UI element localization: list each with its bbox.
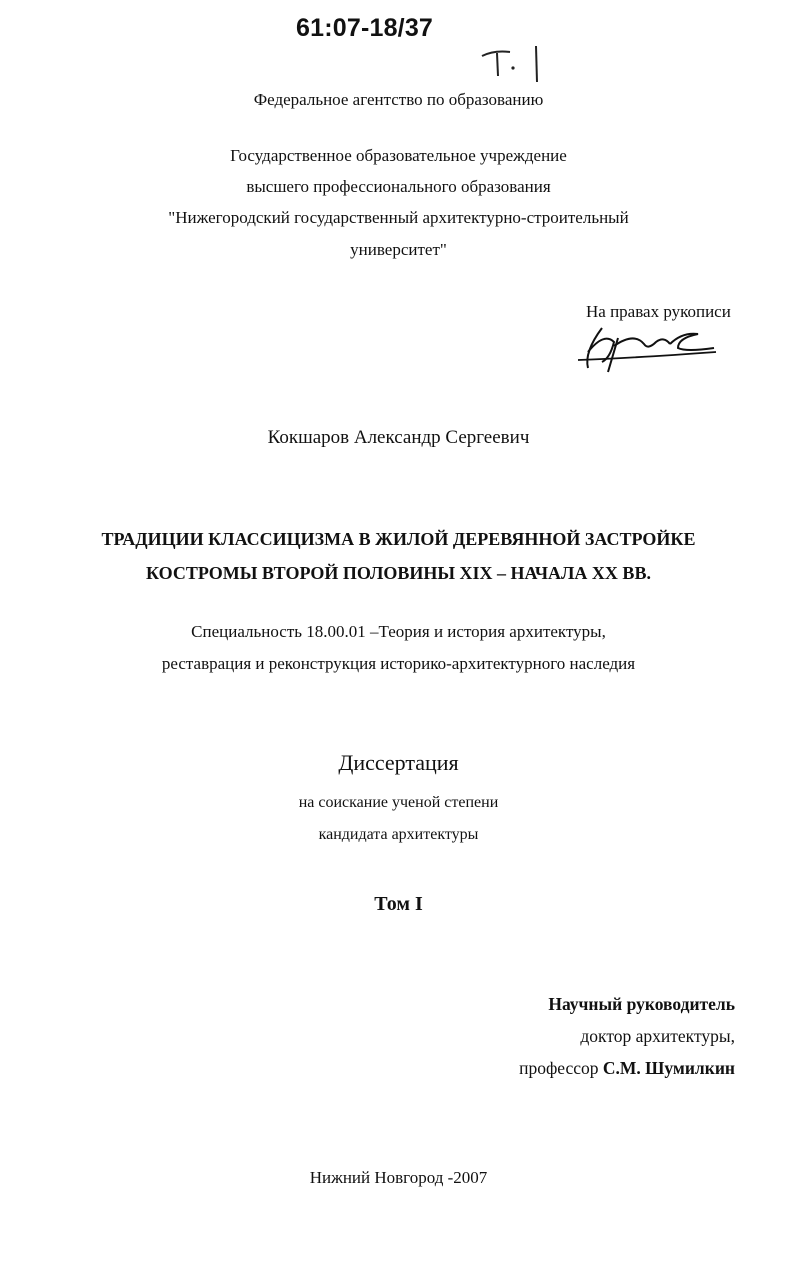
dissertation-title-line-2: КОСТРОМЫ ВТОРОЙ ПОЛОВИНЫ XIX – НАЧАЛА XX ВВ.	[146, 563, 651, 583]
supervisor-title: профессор	[519, 1058, 599, 1078]
city-year: Нижний Новгород -2007	[309, 1168, 488, 1187]
supervisor-block	[519, 988, 735, 1084]
supervisor-heading: Научный руководитель	[548, 994, 735, 1014]
work-type: Диссертация	[338, 750, 459, 775]
author-name: Кокшаров Александр Сергеевич	[267, 427, 530, 448]
degree-line-2: кандидата архитектуры	[318, 826, 479, 843]
registry-code: 61:07-18/37	[296, 14, 434, 42]
institution-line-4: университет"	[350, 240, 447, 259]
institution-line-3: "Нижегородский государственный архитектурно-строительный	[168, 208, 629, 227]
specialty-line-1: Специальность 18.00.01 –Теория и история архитектуры,	[191, 622, 606, 641]
dissertation-title-line-1: ТРАДИЦИИ КЛАССИЦИЗМА В ЖИЛОЙ ДЕРЕВЯННОЙ ЗАСТРОЙКЕ	[101, 529, 696, 549]
degree-line-1: на соискание ученой степени	[298, 794, 499, 811]
institution-line-1: Государственное образовательное учреждение	[230, 146, 567, 165]
manuscript-rights-label: На правах рукописи	[586, 302, 731, 321]
institution-line-2: высшего профессионального образования	[246, 177, 551, 196]
specialty-line-2: реставрация и реконструкция историко-архитектурного наследия	[161, 654, 636, 673]
volume-label: Том I	[374, 893, 423, 915]
supervisor-name: С.М. Шумилкин	[602, 1058, 735, 1078]
handwritten-volume-mark-icon	[480, 38, 560, 88]
supervisor-title-name	[519, 1052, 735, 1084]
signature-icon	[574, 322, 724, 377]
supervisor-degree: доктор архитектуры,	[580, 1026, 735, 1046]
agency-name: Федеральное агентство по образованию	[253, 90, 544, 109]
